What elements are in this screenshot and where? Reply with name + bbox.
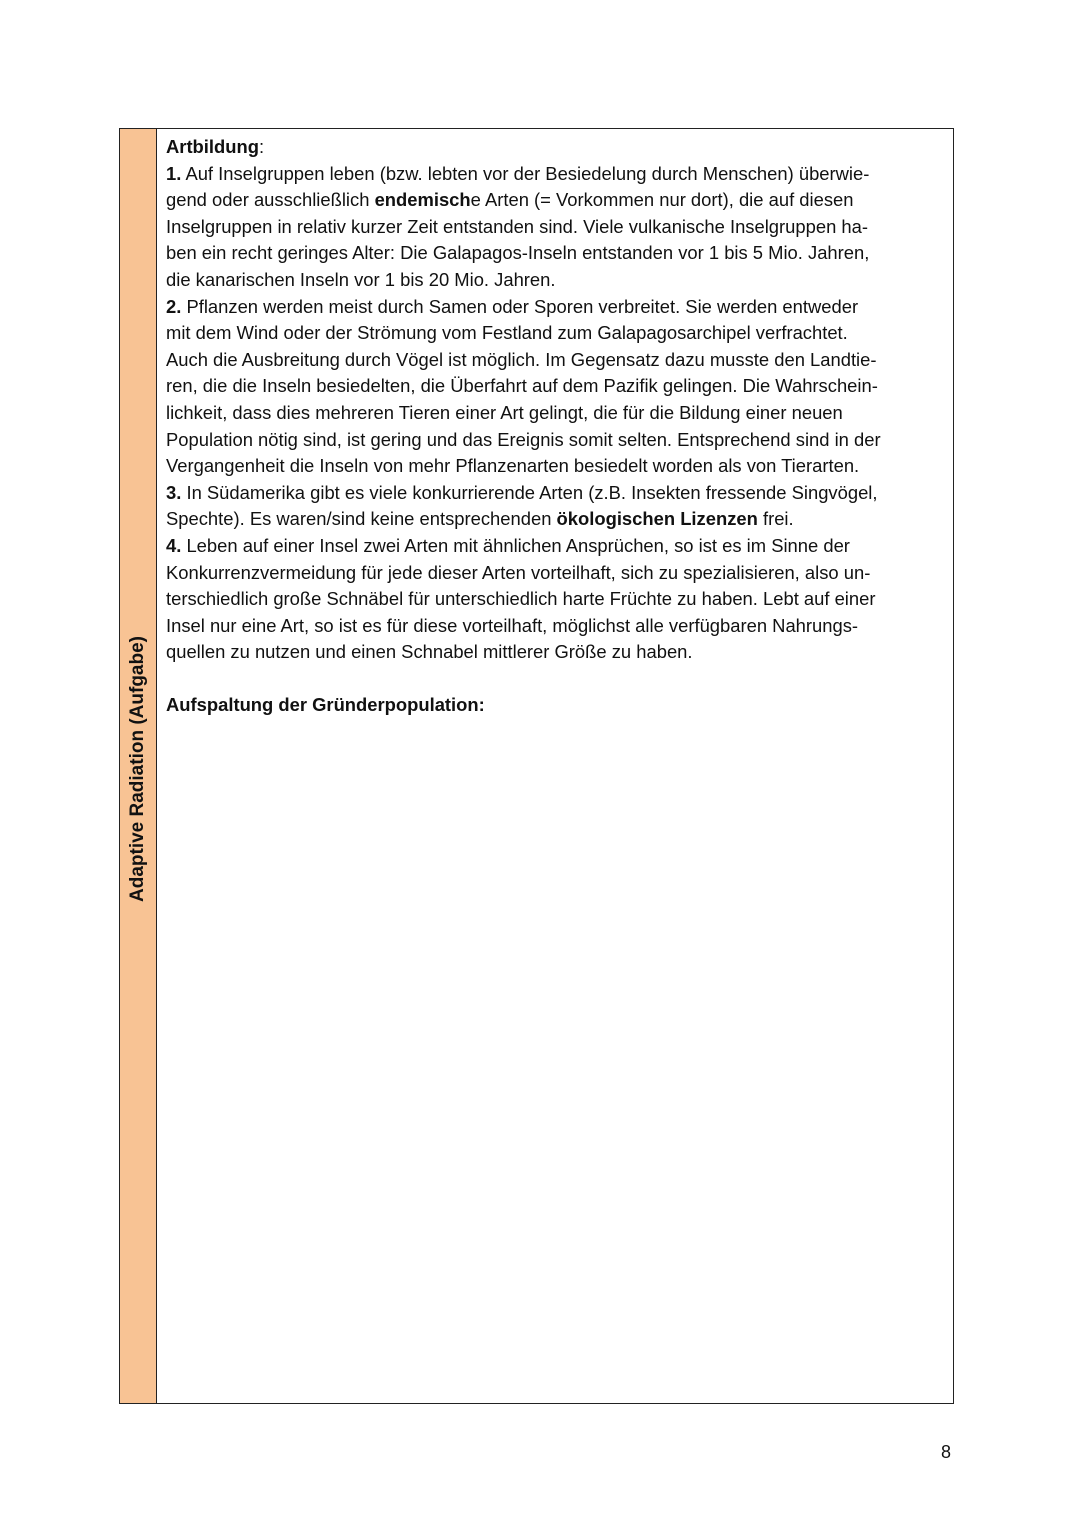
text-line bbox=[166, 240, 943, 267]
bold-term: ökologischen Lizenzen bbox=[556, 508, 758, 530]
item-number: 3. bbox=[166, 481, 182, 503]
content-cell bbox=[157, 129, 953, 1403]
line-text: Auf Inselgruppen leben (bzw. lebten vor der Besiedelung durch Menschen) überwie- bbox=[181, 162, 870, 184]
line-text: Population nötig sind, ist gering und das Ereignis somit selten. Entsprechend sind in der bbox=[166, 428, 881, 450]
text-line bbox=[166, 560, 943, 587]
line-text: terschiedlich große Schnäbel für unterschiedlich harte Früchte zu haben. Lebt auf einer bbox=[166, 588, 876, 610]
bold-term: endemisch bbox=[374, 189, 471, 211]
item-number: 2. bbox=[166, 295, 182, 317]
line-text: In Südamerika gibt es viele konkurrierende Arten (z.B. Insekten fressende Singvögel, bbox=[181, 481, 878, 503]
text-line bbox=[166, 214, 943, 241]
paragraph-gap bbox=[166, 666, 943, 693]
text-line bbox=[166, 639, 943, 666]
line-text: quellen zu nutzen und einen Schnabel mittlerer Größe zu haben. bbox=[166, 641, 693, 663]
line-text: lichkeit, dass dies mehreren Tieren einer Art gelingt, die für die Bildung einer neuen bbox=[166, 401, 843, 423]
line-text: Insel nur eine Art, so ist es für diese vorteilhaft, möglichst alle verfügbaren Nahrungs- bbox=[166, 614, 859, 636]
line-text: ren, die die Inseln besiedelten, die Überfahrt auf dem Pazifik gelingen. Die Wahrschein- bbox=[166, 375, 878, 397]
line-text: Pflanzen werden meist durch Samen oder Sporen verbreitet. Sie werden entweder bbox=[181, 295, 859, 317]
text-line bbox=[166, 320, 943, 347]
line-text: Spechte). Es waren/sind keine entsprechenden bbox=[166, 508, 557, 530]
text-line bbox=[166, 347, 943, 374]
line-text: Auch die Ausbreitung durch Vögel ist möglich. Im Gegensatz dazu musste den Landtie- bbox=[166, 348, 877, 370]
text-line bbox=[166, 427, 943, 454]
line-text: frei. bbox=[757, 508, 794, 530]
side-label-cell bbox=[120, 129, 157, 1403]
line-text: ben ein recht geringes Alter: Die Galapagos-Inseln entstanden vor 1 bis 5 Mio. Jahren, bbox=[166, 242, 870, 264]
text-line bbox=[166, 533, 943, 560]
line-text: Vergangenheit die Inseln von mehr Pflanzenarten besiedelt worden als von Tierarten. bbox=[166, 455, 860, 477]
text-line bbox=[166, 586, 943, 613]
item-number: 1. bbox=[166, 162, 182, 184]
item-number: 4. bbox=[166, 534, 182, 556]
page-number: 8 bbox=[941, 1442, 952, 1462]
section-heading bbox=[166, 134, 943, 161]
line-text: die kanarischen Inseln vor 1 bis 20 Mio. Jahren. bbox=[166, 268, 556, 290]
text-line bbox=[166, 506, 943, 533]
line-text: Leben auf einer Insel zwei Arten mit ähnlichen Ansprüchen, so ist es im Sinne der bbox=[181, 534, 850, 556]
line-text: e Arten (= Vorkommen nur dort), die auf diesen bbox=[470, 189, 854, 211]
content-table bbox=[119, 128, 954, 1404]
text-line bbox=[166, 161, 943, 188]
text-line bbox=[166, 267, 943, 294]
line-text: gend oder ausschließlich bbox=[166, 189, 375, 211]
line-text: Inselgruppen in relativ kurzer Zeit entstanden sind. Viele vulkanische Inselgruppen ha- bbox=[166, 215, 868, 237]
text-line bbox=[166, 400, 943, 427]
text-line bbox=[166, 453, 943, 480]
text-line bbox=[166, 294, 943, 321]
text-line bbox=[166, 480, 943, 507]
line-text: mit dem Wind oder der Strömung vom Festland zum Galapagosarchipel verfrachtet. bbox=[166, 322, 848, 344]
answer-text bbox=[166, 161, 943, 666]
side-label: Adaptive Radiation (Aufgabe) bbox=[127, 635, 148, 903]
line-text: Konkurrenzvermeidung für jede dieser Arten vorteilhaft, sich zu spezialisieren, also un- bbox=[166, 561, 871, 583]
section-heading-colon: : bbox=[258, 136, 265, 157]
text-line bbox=[166, 613, 943, 640]
section-heading-text: Artbildung bbox=[166, 136, 259, 157]
text-line bbox=[166, 373, 943, 400]
text-line bbox=[166, 187, 943, 214]
subheading: Aufspaltung der Gründerpopulation: bbox=[166, 694, 485, 716]
